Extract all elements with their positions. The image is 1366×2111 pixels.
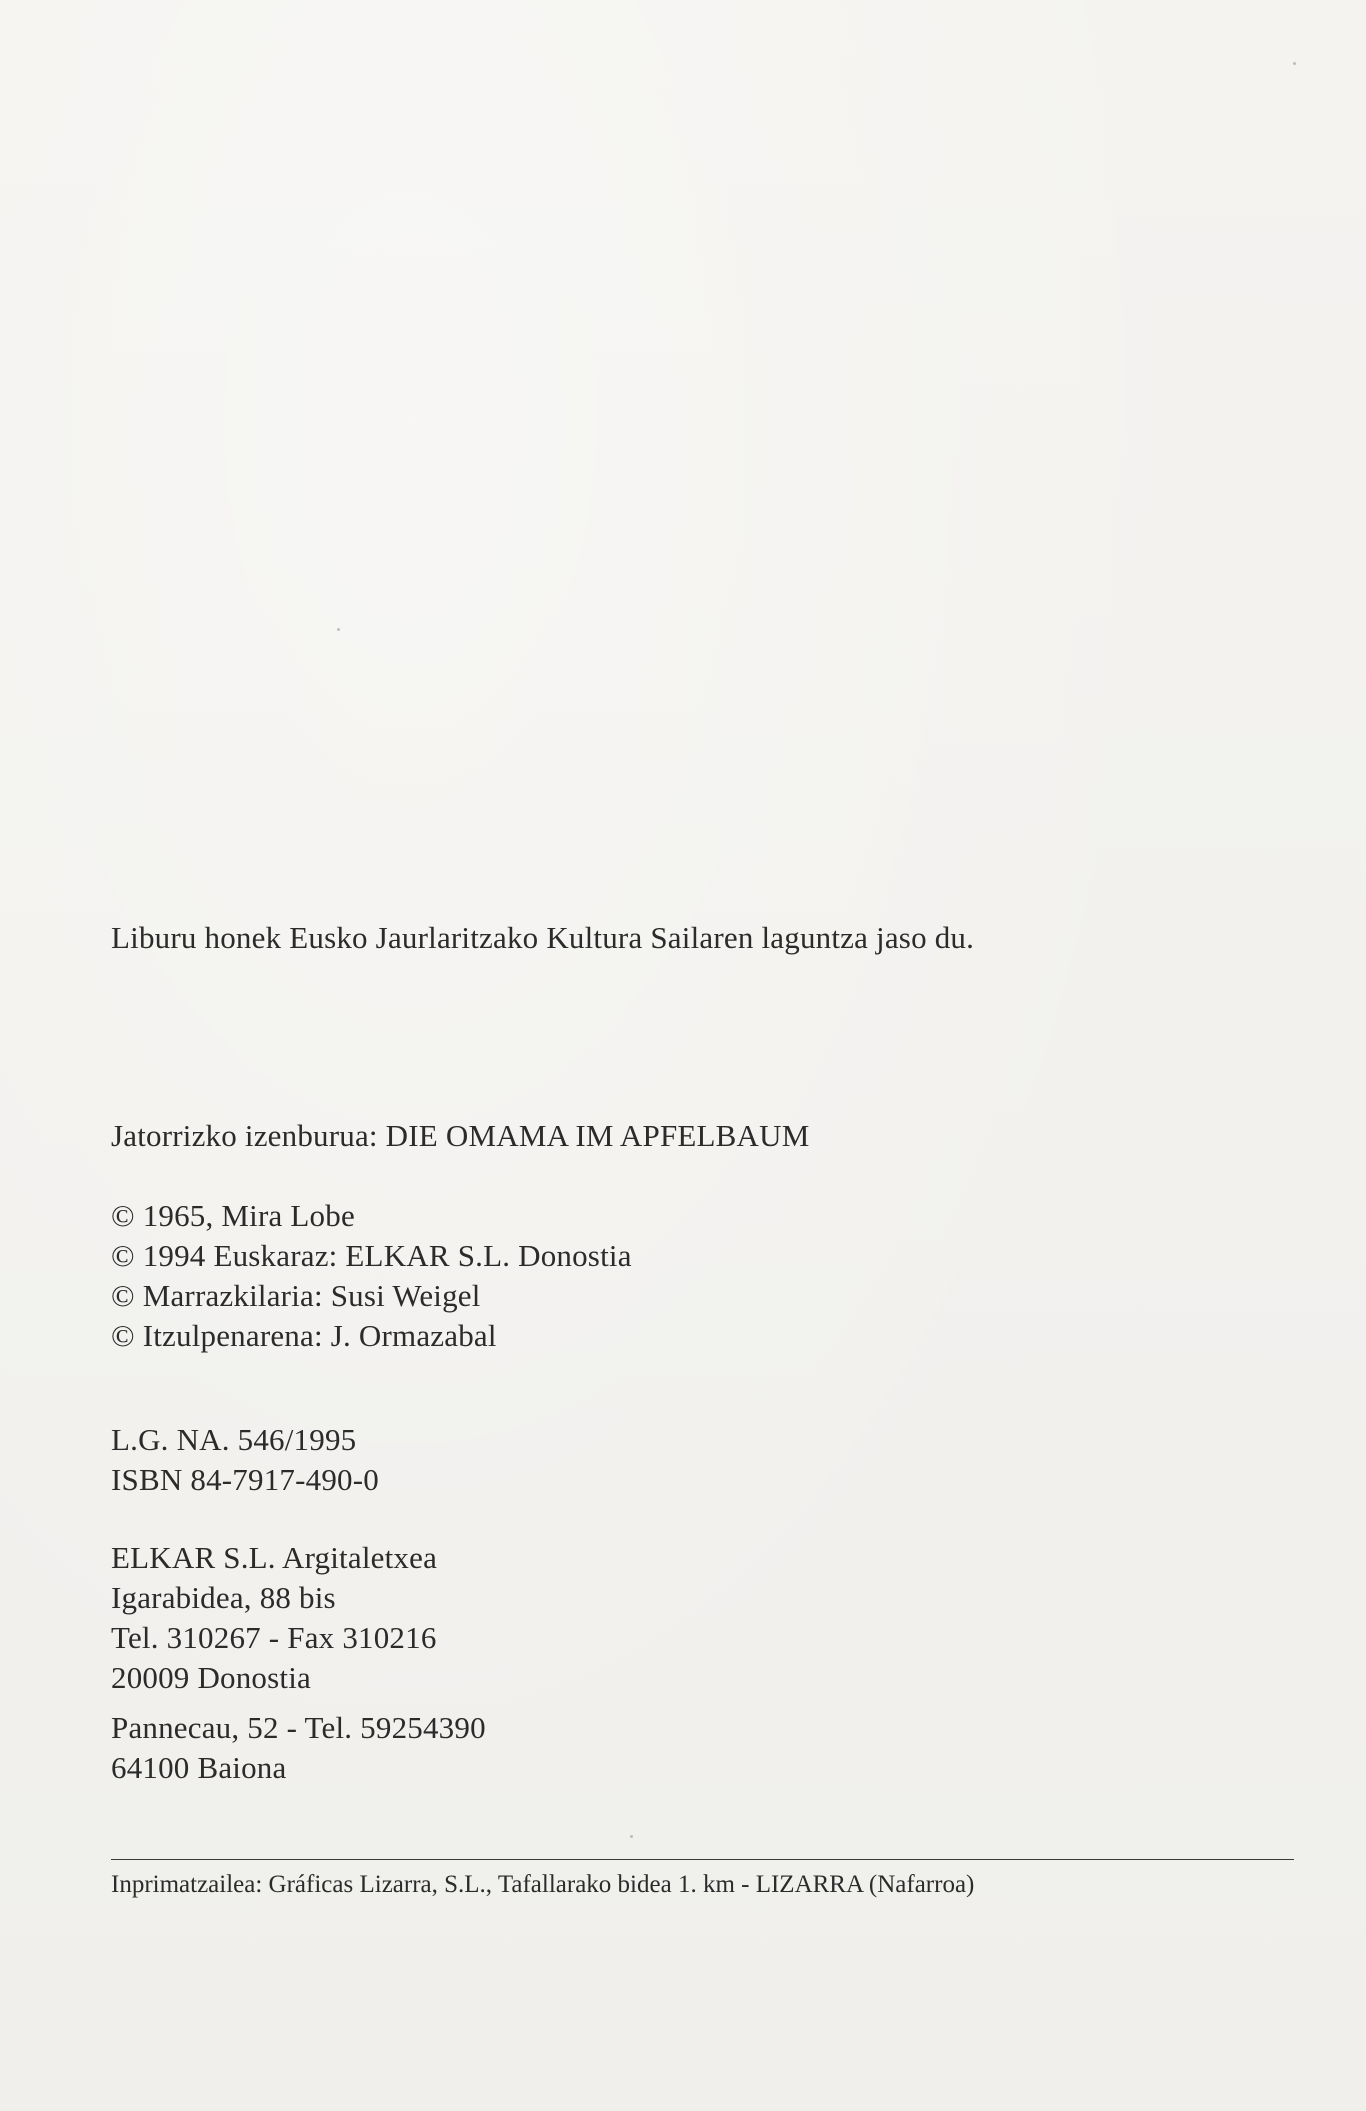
copyright-line: © 1994 Euskaraz: ELKAR S.L. Donostia	[111, 1238, 632, 1273]
copyright-line: © 1965, Mira Lobe	[111, 1198, 355, 1233]
paper-speck	[337, 628, 340, 631]
printer-note: Inprimatzailea: Gráficas Lizarra, S.L., Tafallarako bidea 1. km - LIZARRA (Nafarroa)	[111, 1871, 975, 1898]
baiona-line: Pannecau, 52 - Tel. 59254390	[111, 1710, 486, 1745]
baiona-line: 64100 Baiona	[111, 1750, 287, 1785]
baiona-address	[111, 1708, 486, 1788]
copyright-line: © Itzulpenarena: J. Ormazabal	[111, 1318, 497, 1353]
paper-speck	[630, 1835, 633, 1838]
publisher-address	[111, 1538, 437, 1698]
publisher-line: ELKAR S.L. Argitaletxea	[111, 1540, 438, 1575]
copyright-block	[111, 1196, 632, 1356]
support-note-text: Liburu honek Eusko Jaurlaritzako Kultura Sailaren laguntza jaso du.	[111, 920, 975, 955]
copyright-line: © Marrazkilaria: Susi Weigel	[111, 1278, 481, 1313]
original-title-text: Jatorrizko izenburua: DIE OMAMA IM APFELBAUM	[111, 1118, 810, 1153]
legal-deposit: L.G. NA. 546/1995	[111, 1422, 357, 1457]
publisher-line: Igarabidea, 88 bis	[111, 1580, 336, 1615]
legal-block	[111, 1420, 379, 1500]
support-note	[111, 918, 974, 958]
publisher-line: Tel. 310267 - Fax 310216	[111, 1620, 437, 1655]
original-title	[111, 1116, 810, 1156]
divider-rule	[111, 1859, 1294, 1860]
publisher-line: 20009 Donostia	[111, 1660, 311, 1695]
paper-speck	[1293, 62, 1296, 65]
isbn: ISBN 84-7917-490-0	[111, 1462, 379, 1497]
